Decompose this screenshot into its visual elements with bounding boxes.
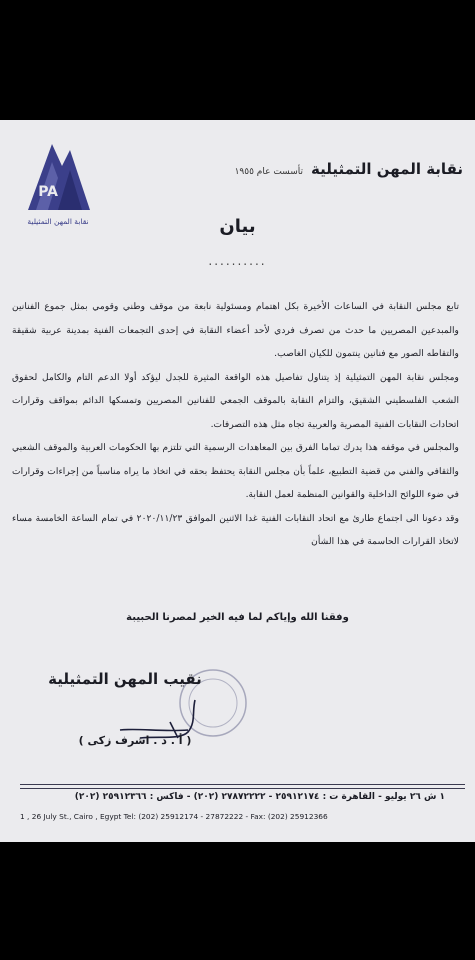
paragraph-3: والمجلس في موقفه هذا يدرك تماما الفرق بين المعاهدات الرسمية التي تلتزم بها الحكومات العربية والموقف الشعبي والثقافي والفني من قضية التطبيع، علماً بأن مجلس النقابة يحتفظ بحقه في اتخاذ ما يراه مناسباً من إجراءات وقرارات في ضوء اللوائح الداخلية والقوانين المنظمة لعمل النقابة. (12, 442, 459, 500)
letterhead (193, 160, 463, 178)
org-name: نقابة المهن التمثيلية (310, 160, 463, 178)
footer-rule-thin (20, 788, 465, 789)
signatory-title: نقيب المهن التمثيلية (48, 670, 202, 688)
document-title: بيان (219, 216, 256, 237)
footer-address-arabic: ١ ش ٢٦ يوليو - القاهرة ت : ٢٥٩١٢١٧٤ - ٢٧٨٧٢٢٢٢ (٢٠٢) - فاكس : ٢٥٩١٢٣٦٦ (٢٠٢) (74, 792, 445, 802)
statement-body (12, 295, 459, 554)
paragraph-1: تابع مجلس النقابة في الساعات الأخيرة بكل اهتمام ومسئولية نابعة من موقف وطني وقومي بمثل جموع الفنانين والمبدعين المصريين ما حدث من تصرف فردي لأحد أعضاء النقابة في إحدى التجمعات الفنية بمدينة عربية شقيقة والتقاطه الصور مع فنانين ينتمون للكيان الغاصب. (12, 301, 459, 359)
letter-document (0, 120, 475, 842)
title-separator: .......... (208, 254, 267, 268)
signatory-name: ( أ . د . اشرف زكى ) (78, 734, 192, 747)
closing-line: وفقنا الله وإياكم لما فيه الخير لمصرنا الحبيبة (126, 612, 349, 623)
paragraph-4: وقد دعونا الى اجتماع طارئ مع اتحاد النقابات الفنية غدا الاثنين الموافق ٢٠٢٠/١١/٢٣ في تمام الساعة الخامسة مساء لاتخاذ القرارات الحاسمة في هذا الشأن (12, 512, 460, 547)
footer-address-english: 1 , 26 July St., Cairo , Egypt Tel: (202) 25912174 - 27872222 - Fax: (202) 25912366 (20, 812, 328, 821)
paragraph-2: ومجلس نقابة المهن التمثيلية إذ يتناول تفاصيل هذه الواقعة المثيرة للجدل ليؤكد أولا الدعم التام والكامل لحقوق الشعب الفلسطيني الشقيق، والتزام النقابة بالموقف الجمعي للفنانين المصريين وتمسكها الدائم بمواقف وقرارات اتحادات النقابات الفنية المصرية والعربية تجاه مثل هذه التصرفات. (12, 371, 459, 430)
footer-rule (20, 784, 465, 785)
svg-text:نقابة المهن التمثيلية: نقابة المهن التمثيلية (27, 217, 89, 226)
svg-text:PA: PA (38, 184, 58, 200)
established-year: تأسست عام ١٩٥٥ (234, 167, 303, 177)
handwritten-signature-icon (100, 692, 250, 762)
